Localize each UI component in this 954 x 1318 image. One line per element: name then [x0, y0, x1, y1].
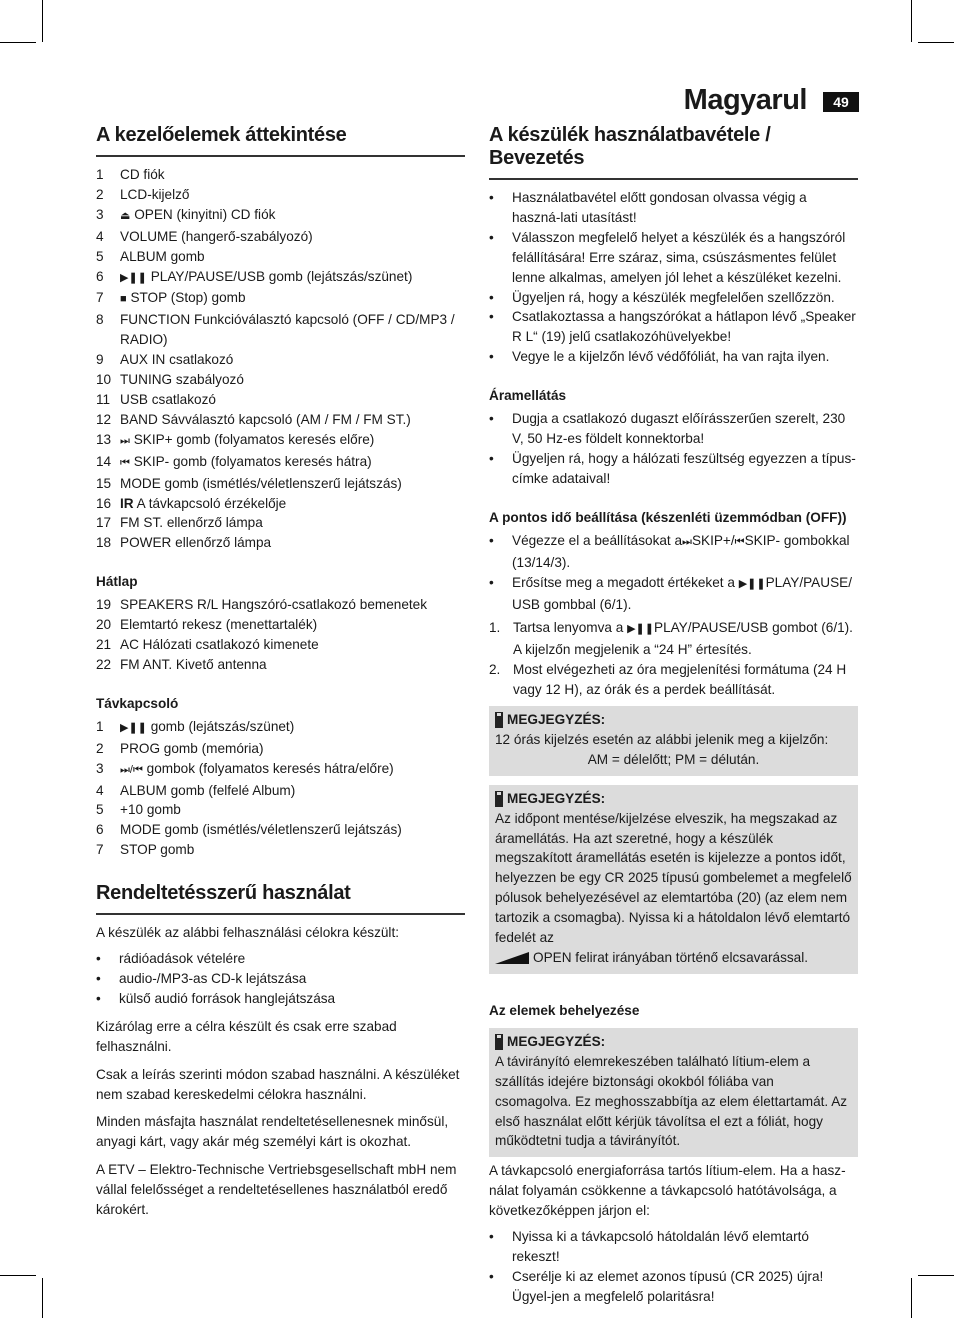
control-icon: ⏮ [120, 456, 130, 469]
crop-mark [42, 1278, 43, 1318]
list-item: • Cserélje ki az elemet azonos típusú (CR 2025) újra! Ügyel-jen a megfelelő polaritásra! [489, 1268, 824, 1304]
list-item: • audio-/MP3-as CD-k lejátszása [96, 971, 307, 986]
list-item: 1. Tartsa lenyomva a ▶❚❚PLAY/PAUSE/USB gombot (6/1). A kijelzőn megjelenik a “24 H” értesítés. [489, 620, 853, 658]
list-item: 7 STOP gomb [96, 842, 195, 858]
list-item: 22 FM ANT. Kivető antenna [96, 656, 267, 672]
control-icon: ⏭/⏮ [120, 763, 143, 776]
control-icon: ■ [120, 293, 127, 306]
time-steps [489, 618, 858, 700]
crop-mark [0, 1275, 36, 1276]
crop-mark [911, 1278, 912, 1318]
note-box: MEGJEGYZÉS: A távirányító elemrekeszében található lítium-elem a szállítás idejére biztonsági okokból fóliába van csomagolva. Ez meghosszabbítja az elem élettartamát. Az első használat előtt kérjük távolítsa el ezt a fóliát, hogy működtetni tudja a távirányítót. [489, 1028, 858, 1157]
back-heading: Hátlap [96, 574, 138, 590]
list-item: 17 FM ST. ellenőrző lámpa [96, 515, 263, 531]
ir-label: IR [120, 495, 134, 511]
usage-list [96, 949, 465, 1009]
intro-heading: A készülék használatbavétele / Bevezetés [489, 124, 858, 180]
time-heading: A pontos idő beállítása (készenléti üzemmódban (OFF)) [489, 509, 847, 525]
battery-list [489, 1227, 858, 1307]
list-item: 2. Most elvégezheti az óra megjelenítési formátuma (24 H vagy 12 H), az órák és a perdek beállítását. [489, 662, 847, 698]
list-item: 14 ⏮ SKIP- gomb (folyamatos keresés hátra) [96, 453, 372, 469]
usage-paragraph: Kizárólag erre a célra készült és csak erre szabad felhasználni. [96, 1018, 397, 1054]
control-icon: ▶❚❚ [120, 271, 147, 284]
usage-paragraph: Csak a leírás szerinti módon szabad használni. A készüléket nem szabad kereskedelmi célokra használni. [96, 1066, 460, 1102]
crop-mark [918, 42, 954, 43]
list-item: • Végezze el a beállításokat a⏭SKIP+/⏮SKIP- gombokkal (13/14/3). [489, 532, 850, 570]
list-item: 11 USB csatlakozó [96, 391, 216, 407]
usage-paragraph: Minden másfajta használat rendeltetésellenesnek minősül, anyagi kárt, vagy akár még személyi kárt is okozhat. [96, 1114, 449, 1150]
list-item: 7 ■ STOP (Stop) gomb [96, 290, 246, 306]
left-column [96, 124, 465, 1220]
list-item: 4 VOLUME (hangerő-szabályozó) [96, 228, 313, 244]
info-icon [495, 791, 503, 807]
note-text: AM = délelőtt; PM = délután. [587, 751, 760, 767]
list-item: 12 BAND Sávválasztó kapcsoló (AM / FM / FM ST.) [96, 411, 411, 427]
list-item: 9 AUX IN csatlakozó [96, 352, 234, 368]
list-item: 3 ⏏ OPEN (kinyitni) CD fiók [96, 206, 276, 222]
info-icon [495, 712, 503, 728]
skip-forward-icon: ⏭ [682, 535, 692, 548]
power-heading: Áramellátás [489, 388, 567, 404]
list-item: 3 ⏭/⏮ gombok (folyamatos keresés hátra/előre) [96, 760, 394, 776]
list-item: • Válasszon megfelelő helyet a készülék és a hangszóról felállítására! Erre száraz, sima, csúszásmentes felület lenne alkalmas, amelyen jól lehet a készüléket kezelni. [489, 229, 846, 285]
list-item: • Csatlakoztassa a hangszórókat a hátlapon lévő „Speaker R L“ (19) jelű csatlakozóhüvelyekbe! [489, 309, 856, 345]
list-item: 6 MODE gomb (ismétlés/véletlenszerű lejátszás) [96, 822, 402, 838]
note-box: MEGJEGYZÉS: 12 órás kijelzés esetén az alábbi jelenik meg a kijelzőn: AM = délelőtt; PM = délután. [489, 706, 858, 776]
list-item: • Vegye le a kijelzőn lévő védőfóliát, ha van rajta ilyen. [489, 349, 830, 365]
control-icon: ▶❚❚ [120, 721, 147, 734]
controls-list [96, 165, 465, 553]
note-box: MEGJEGYZÉS: Az időpont mentése/kijelzése elveszik, ha megszakad az áramellátás. Ha azt szeretné, hogy a készülék megszakított áramellátás esetén is kijelezze a pontos időt, helyezzen be egy CR 2025 típusú gombelemet a megfelelő pólusok behelyezésével az elemtartóba (20) (az elem nem tartozik a csomagba). Nyissa ki a hátoldalon lévő elemtartó fedelét az OPEN felirat irányában történő elcsavarással. [489, 785, 858, 974]
list-item: 2 PROG gomb (memória) [96, 740, 264, 756]
list-item: • rádióadások vételére [96, 951, 246, 967]
usage-intro: A készülék az alábbi felhasználási célokra készült: [96, 925, 399, 941]
list-item: 21 AC Hálózati csatlakozó kimenete [96, 637, 319, 653]
list-item: 4 ALBUM gomb (felfelé Album) [96, 782, 296, 798]
list-item: • Erősítse meg a megadott értékeket a ▶❚❚PLAY/PAUSE/ USB gombbal (6/1). [489, 574, 852, 612]
time-list [489, 531, 858, 615]
control-icon: ⏏ [120, 209, 131, 222]
remote-heading: Távkapcsoló [96, 695, 179, 711]
note-text: 12 órás kijelzés esetén az alábbi jelenik meg a kijelzőn: [495, 731, 829, 747]
usage-heading: Rendeltetésszerű használat [96, 882, 465, 915]
back-list [96, 595, 465, 675]
play-pause-icon: ▶❚❚ [738, 577, 766, 590]
info-icon [495, 1034, 503, 1050]
list-item: 16 IR A távkapcsoló érzékelője [96, 495, 287, 511]
crop-mark [911, 0, 912, 42]
note-text: A távirányító elemrekeszében található lítium-elem a szállítás idejére biztonsági okokból fóliába van csomagolva. Ez meghosszabbítja az elem élettartamát. Az első használat előtt kérjük távolítsa el ezt a fóliát, hogy működtetni tudja a távirányítót. [495, 1053, 848, 1149]
list-item: 5 +10 gomb [96, 802, 181, 818]
list-item: 20 Elemtartó rekesz (menettartalék) [96, 617, 318, 633]
list-item: 5 ALBUM gomb [96, 248, 205, 264]
remote-list [96, 717, 465, 860]
list-item: • Nyissa ki a távkapcsoló hátoldalán lévő elemtartó rekeszt! [489, 1229, 809, 1264]
crop-mark [42, 0, 43, 42]
list-item: • Használatbavétel előtt gondosan olvassa végig a haszná-lati utasítást! [489, 190, 807, 225]
skip-back-icon: ⏮ [734, 535, 745, 548]
power-list [489, 409, 858, 489]
list-item: 2 LCD-kijelző [96, 186, 190, 202]
intro-list [489, 188, 858, 367]
right-column [489, 124, 858, 1307]
battery-heading: Az elemek behelyezése [489, 1002, 640, 1018]
crop-mark [0, 42, 36, 43]
control-icon: ⏭ [120, 434, 130, 447]
note-text: Az időpont mentése/kijelzése elveszik, ha megszakad az áramellátás. Ha azt szeretné, hogy a készülék megszakított áramellátás esetén is kijelezze a pontos időt, helyezzen be egy CR 2025 típusú gombelemet a megfelelő pólusok behelyezésével az elemtartóba (20) (az elem nem tartozik a csomagba). Nyissa ki a hátoldalon lévő elemtartó fedelét az OPEN felirat irányában történő elcsavarással. [495, 810, 852, 965]
list-item: 15 MODE gomb (ismétlés/véletlenszerű lejátszás) [96, 475, 402, 491]
list-item: • Ügyeljen rá, hogy a készülék megfelelően szellőzzön. [489, 289, 835, 305]
list-item: • Dugja a csatlakozó dugaszt előírásszerűen szerelt, 230 V, 50 Hz-es földelt konnektorba! [489, 411, 846, 447]
list-item: 10 TUNING szabályozó [96, 372, 244, 388]
play-pause-icon: ▶❚❚ [627, 623, 654, 636]
list-item: • Ügyeljen rá, hogy a hálózati feszültség egyezzen a típus-címke adataival! [489, 450, 856, 486]
language-header: Magyarul [683, 84, 807, 116]
list-item: • külső audió források hanglejátszása [96, 990, 336, 1006]
list-item: 1 ▶❚❚ gomb (lejátszás/szünet) [96, 718, 295, 734]
list-item: 8 FUNCTION Funkcióválasztó kapcsoló (OFF / CD/MP3 / RADIO) [96, 312, 455, 348]
list-item: 1 CD fiók [96, 167, 165, 182]
battery-paragraph: A távkapcsoló energiaforrása tartós lítium-elem. Ha a hasz-nálat folyamán csökkenne a távkapcsoló hatótávolsága, a következőképpen járjon el: [489, 1163, 846, 1219]
open-direction-icon [495, 952, 529, 964]
controls-heading: A kezelőelemek áttekintése [96, 124, 465, 157]
list-item: 13 ⏭ SKIP+ gomb (folyamatos keresés előre) [96, 431, 375, 447]
crop-mark [918, 1275, 954, 1276]
list-item: 19 SPEAKERS R/L Hangszóró-csatlakozó bemenetek [96, 597, 428, 613]
page-number: 49 [823, 92, 859, 112]
list-item: 6 ▶❚❚ PLAY/PAUSE/USB gomb (lejátszás/szünet) [96, 268, 413, 284]
list-item: 18 POWER ellenőrző lámpa [96, 535, 272, 551]
usage-paragraph: A ETV – Elektro-Technische Vertriebsgesellschaft mbH nem vállal felelősséget a rendeltetésellenes használatból eredő károkért. [96, 1162, 457, 1218]
